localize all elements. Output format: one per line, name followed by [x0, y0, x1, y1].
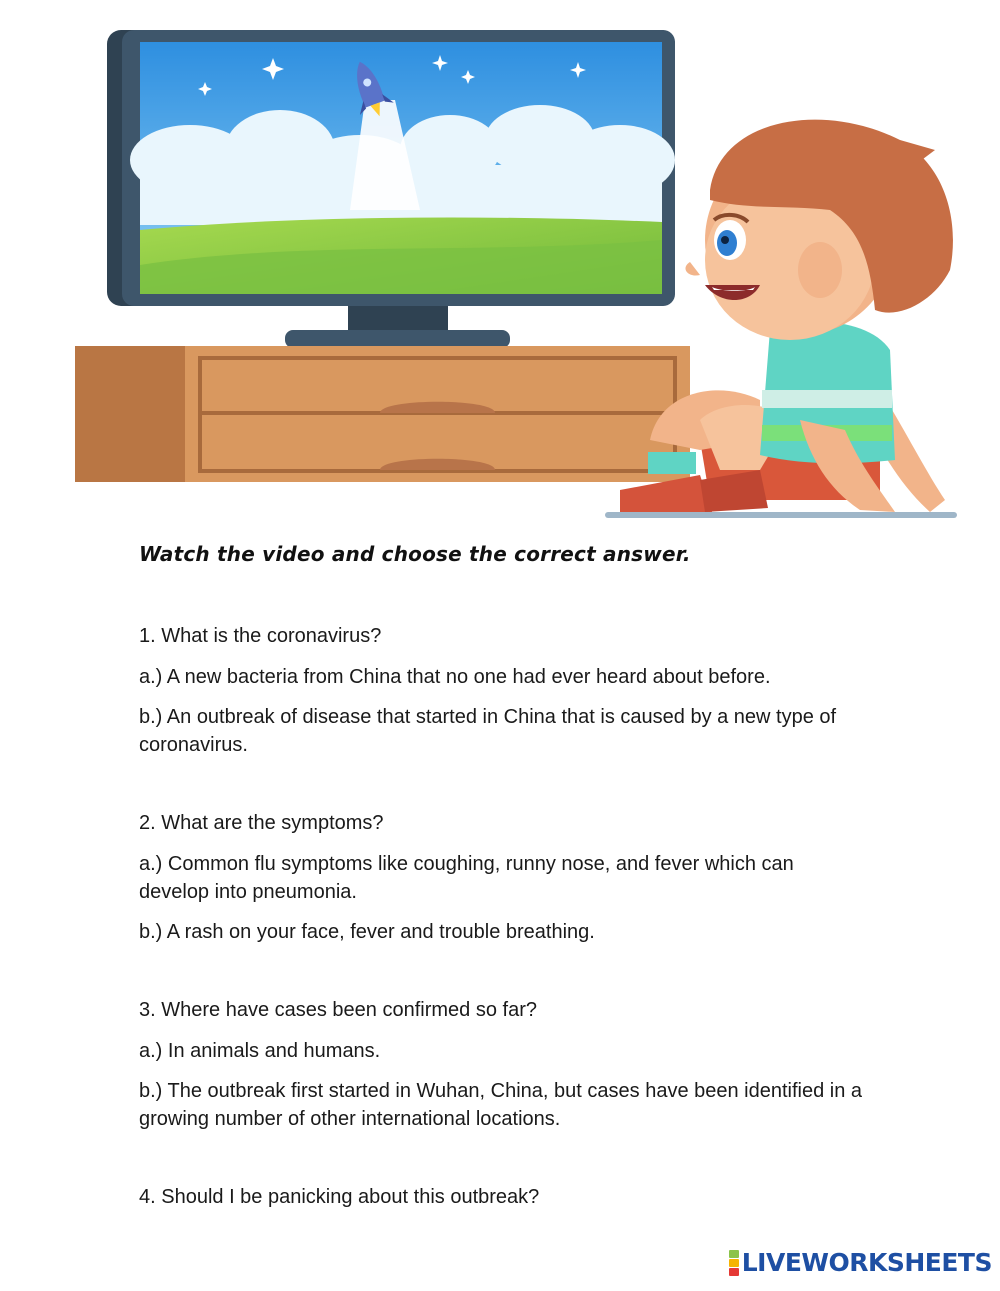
- question-4: [139, 1183, 869, 1212]
- question-text: 1. What is the coronavirus?: [139, 625, 382, 647]
- question-text: 4. Should I be panicking about this outbreak?: [139, 1186, 540, 1208]
- answer-option-a[interactable]: a.) Common flu symptoms like coughing, runny nose, and fever which can develop into pneumonia.: [139, 853, 794, 903]
- logo-text: LIVEWORKSHEETS: [741, 1248, 992, 1277]
- logo-icon: [729, 1250, 739, 1276]
- answer-option-b[interactable]: b.) A rash on your face, fever and trouble breathing.: [139, 921, 595, 943]
- question-text: 2. What are the symptoms?: [139, 812, 384, 834]
- answer-option-a[interactable]: a.) In animals and humans.: [139, 1040, 381, 1062]
- question-text: 3. Where have cases been confirmed so far?: [139, 999, 537, 1021]
- tv-illustration: [0, 0, 1000, 540]
- tv-cabinet: [75, 346, 690, 482]
- answer-option-b[interactable]: b.) The outbreak first started in Wuhan, China, but cases have been identified in a growing number of other international locations.: [139, 1080, 863, 1130]
- question-1: [139, 622, 869, 759]
- liveworksheets-logo: [729, 1248, 992, 1277]
- instruction-text: Watch the video and choose the correct answer.: [139, 542, 691, 566]
- television: [107, 30, 675, 348]
- question-3: [139, 996, 869, 1133]
- question-list: [139, 622, 869, 1224]
- answer-option-a[interactable]: a.) A new bacteria from China that no one had ever heard about before.: [139, 666, 771, 688]
- question-2: [139, 809, 869, 946]
- answer-option-b[interactable]: b.) An outbreak of disease that started in China that is caused by a new type of coronavirus.: [139, 706, 837, 756]
